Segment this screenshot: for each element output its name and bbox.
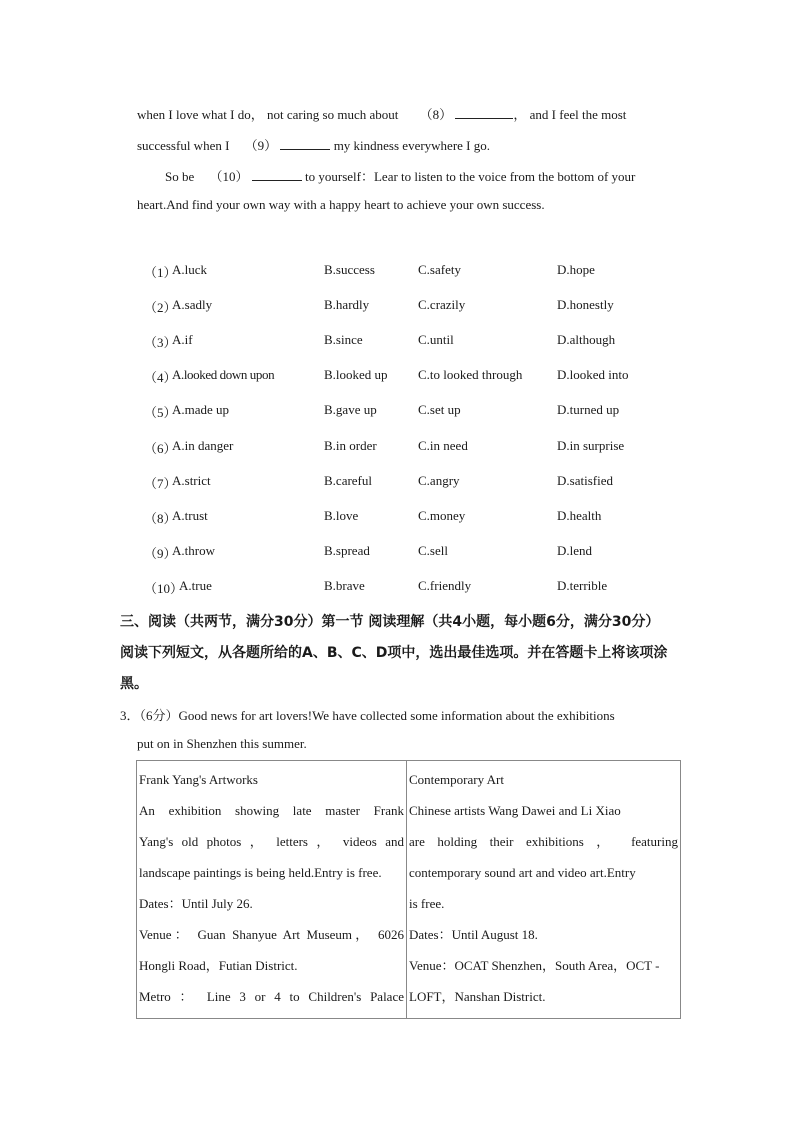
option-number: （10） — [144, 581, 184, 596]
option-number: （5） — [144, 405, 177, 420]
exhibition-title: Frank Yang's Artworks — [139, 772, 258, 787]
passage-text: ， and I feel the most — [513, 107, 627, 122]
option-d[interactable]: D.satisfied — [557, 473, 613, 488]
option-c[interactable]: C.in need — [418, 438, 468, 453]
option-number: （1） — [144, 265, 177, 280]
exhibition-table — [136, 760, 681, 1019]
option-number: （9） — [144, 546, 177, 561]
cell-text: Chinese artists Wang Dawei and Li Xiao — [409, 803, 621, 818]
option-a[interactable]: A.throw — [172, 543, 215, 558]
cell-text: Venue：OCAT Shenzhen，South Area，OCT - — [409, 958, 660, 973]
option-d[interactable]: D.lend — [557, 543, 593, 558]
cell-text: Hongli Road，Futian District. — [139, 958, 298, 973]
passage-line-2 — [137, 135, 490, 154]
option-d[interactable]: D.terrible — [557, 578, 608, 593]
cell-text: Yang's old photos ， letters ， videos and — [139, 834, 404, 849]
passage-line-4: heart.And find your own way with a happy heart to achieve your own success. — [137, 197, 545, 212]
option-a[interactable]: A.strict — [172, 473, 211, 488]
option-c[interactable]: C.to looked through — [418, 367, 523, 382]
cell-text: LOFT，Nanshan District. — [409, 989, 546, 1004]
passage-line-3 — [165, 166, 635, 185]
option-d[interactable]: D.looked into — [557, 367, 629, 382]
option-c[interactable]: C.friendly — [418, 578, 472, 593]
cell-text: are holding their exhibitions ， featuring — [409, 834, 678, 849]
option-number: （3） — [144, 335, 177, 350]
option-d[interactable]: D.although — [557, 332, 616, 347]
option-number: （2） — [144, 300, 177, 315]
cell-text: Metro ： Line 3 or 4 to Children's Palace — [139, 989, 404, 1004]
exhibition-cell-frank-yang — [137, 761, 407, 1019]
option-number: （7） — [144, 476, 177, 491]
exhibition-cell-contemporary-art — [407, 761, 681, 1019]
cell-text: landscape paintings is being held.Entry is free. — [139, 865, 382, 880]
passage-text: So be — [165, 169, 195, 184]
cell-text: Venue： Guan Shanyue Art Museum， 6026 — [139, 927, 404, 942]
passage-line-1 — [137, 104, 626, 123]
option-c[interactable]: C.set up — [418, 402, 461, 417]
section-instructions: 阅读下列短文，从各题所给的A、B、C、D项中，选出最佳选项。并在答题卡上将该项涂 — [120, 645, 668, 661]
question-3-intro: 3．（6分）Good news for art lovers!We have collected some information about the exhibitions — [120, 708, 615, 723]
option-d[interactable]: D.hope — [557, 262, 595, 277]
cell-text: Dates：Until August 18. — [409, 927, 538, 942]
option-a[interactable]: A.looked down upon — [172, 367, 275, 382]
option-b[interactable]: B.looked up — [324, 367, 388, 382]
passage-text: to yourself：Lear to listen to the voice from the bottom of your — [305, 169, 636, 184]
option-b[interactable]: B.success — [324, 262, 375, 277]
option-b[interactable]: B.since — [324, 332, 363, 347]
option-number: （6） — [144, 441, 177, 456]
table-row — [137, 761, 681, 1019]
exhibition-title: Contemporary Art — [409, 772, 504, 787]
option-b[interactable]: B.hardly — [324, 297, 370, 312]
option-number: （8） — [144, 511, 177, 526]
option-b[interactable]: B.spread — [324, 543, 370, 558]
answer-blank[interactable] — [280, 136, 330, 150]
option-c[interactable]: C.money — [418, 508, 466, 523]
section-heading: 三、阅读（共两节，满分30分）第一节 阅读理解（共4小题，每小题6分，满分30分） — [120, 614, 660, 630]
option-d[interactable]: D.honestly — [557, 297, 614, 312]
option-b[interactable]: B.love — [324, 508, 359, 523]
cell-text: contemporary sound art and video art.Entry — [409, 865, 636, 880]
option-a[interactable]: A.in danger — [172, 438, 234, 453]
option-c[interactable]: C.sell — [418, 543, 448, 558]
option-c[interactable]: C.angry — [418, 473, 460, 488]
answer-blank[interactable] — [252, 167, 302, 181]
option-b[interactable]: B.in order — [324, 438, 377, 453]
option-a[interactable]: A.trust — [172, 508, 208, 523]
answer-blank[interactable] — [455, 105, 513, 119]
option-b[interactable]: B.gave up — [324, 402, 377, 417]
option-d[interactable]: D.health — [557, 508, 602, 523]
option-a[interactable]: A.luck — [172, 262, 208, 277]
passage-text: when I love what I do， not caring so much about — [137, 107, 399, 122]
cell-text: is free. — [409, 896, 445, 911]
option-c[interactable]: C.crazily — [418, 297, 466, 312]
blank-number: （8） — [419, 107, 453, 122]
option-a[interactable]: A.if — [172, 332, 193, 347]
option-number: （4） — [144, 370, 177, 385]
option-a[interactable]: A.true — [179, 578, 212, 593]
option-a[interactable]: A.made up — [172, 402, 230, 417]
cell-text: Dates：Until July 26. — [139, 896, 253, 911]
option-c[interactable]: C.safety — [418, 262, 461, 277]
option-a[interactable]: A.sadly — [172, 297, 213, 312]
question-3-intro-cont: put on in Shenzhen this summer. — [137, 736, 307, 751]
passage-text: my kindness everywhere I go. — [333, 138, 491, 153]
option-d[interactable]: D.turned up — [557, 402, 620, 417]
blank-number: （9） — [244, 138, 278, 153]
option-b[interactable]: B.careful — [324, 473, 373, 488]
option-b[interactable]: B.brave — [324, 578, 365, 593]
section-instructions-end: 黑。 — [120, 676, 148, 692]
blank-number: （10） — [209, 169, 249, 184]
option-d[interactable]: D.in surprise — [557, 438, 625, 453]
option-c[interactable]: C.until — [418, 332, 454, 347]
passage-text: successful when I — [137, 138, 230, 153]
cell-text: An exhibition showing late master Frank — [139, 803, 404, 818]
